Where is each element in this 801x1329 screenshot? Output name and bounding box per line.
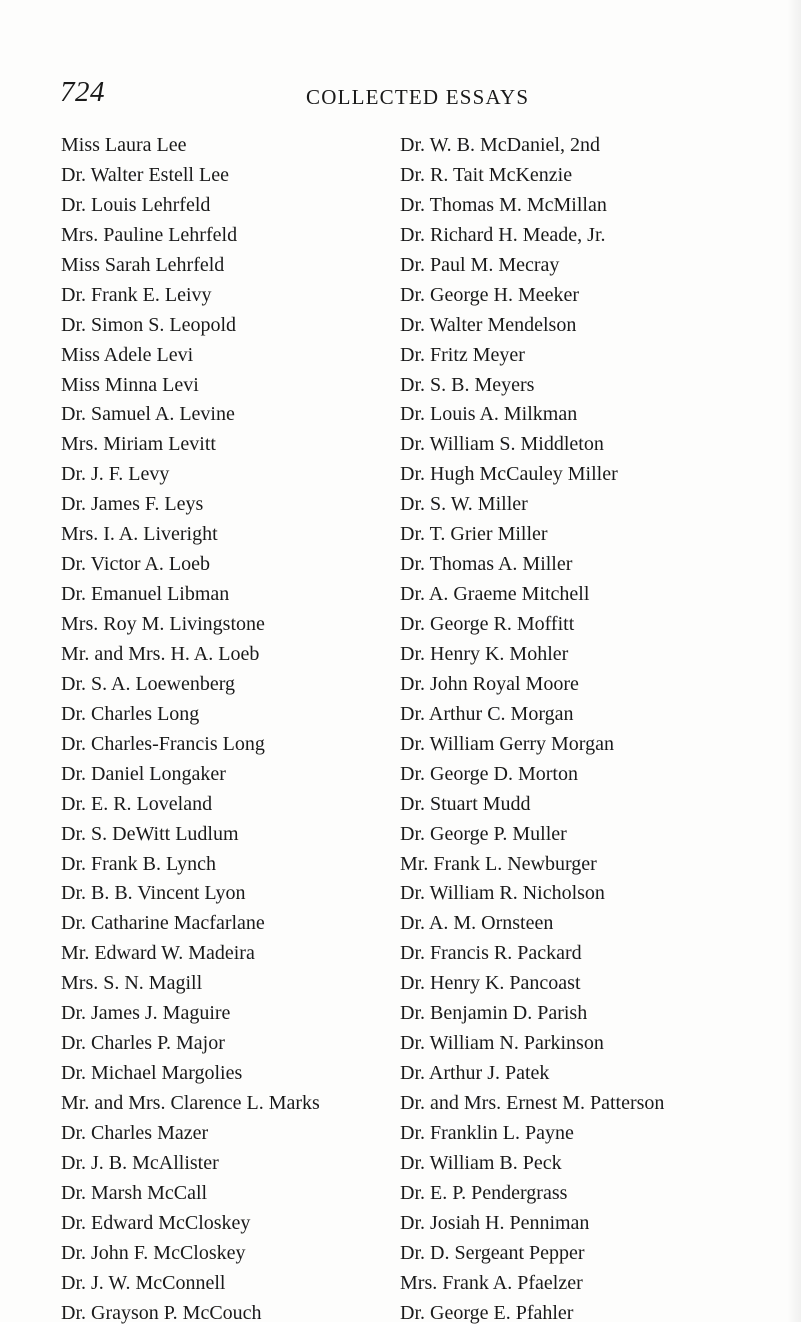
name-entry: Dr. George H. Meeker — [400, 283, 580, 306]
name-entry: Miss Laura Lee — [61, 134, 187, 156]
name-entry: Dr. George P. Muller — [400, 822, 567, 845]
name-entry: Dr. Louis A. Milkman — [400, 403, 578, 426]
name-entry: Dr. George D. Morton — [400, 762, 578, 785]
name-entry: Dr. J. F. Levy — [61, 463, 170, 486]
name-entry: Dr. Paul M. Mecray — [400, 253, 560, 276]
name-entry: Dr. D. Sergeant Pepper — [400, 1241, 585, 1264]
name-entry: Dr. Frank B. Lynch — [61, 852, 216, 875]
name-entry: Dr. James F. Leys — [61, 493, 204, 516]
running-head: COLLECTED ESSAYS — [306, 85, 530, 109]
name-entry: Dr. B. B. Vincent Lyon — [61, 882, 246, 905]
name-entry: Dr. S. A. Loewenberg — [61, 672, 236, 695]
name-entry: Dr. William N. Parkinson — [400, 1032, 604, 1055]
name-entry: Dr. Fritz Meyer — [400, 343, 525, 366]
name-entry: Mr. Edward W. Madeira — [61, 942, 255, 965]
name-entry: Dr. S. W. Miller — [400, 493, 528, 516]
name-entry: Dr. R. Tait McKenzie — [400, 163, 573, 186]
name-entry: Dr. A. Graeme Mitchell — [400, 583, 590, 606]
name-entry: Dr. Grayson P. McCouch — [61, 1301, 262, 1324]
name-entry: Dr. Michael Margolies — [61, 1062, 243, 1085]
name-entry: Dr. Samuel A. Levine — [61, 403, 235, 426]
name-entry: Dr. J. W. McConnell — [61, 1271, 226, 1294]
name-entry: Dr. Simon S. Leopold — [61, 313, 237, 336]
name-entry: Dr. John F. McCloskey — [61, 1241, 246, 1264]
name-entry: Miss Minna Levi — [61, 373, 199, 396]
name-entry: Dr. Louis Lehrfeld — [61, 193, 211, 216]
name-entry: Dr. E. P. Pendergrass — [400, 1181, 568, 1204]
page-number: 724 — [60, 76, 105, 108]
name-entry: Dr. S. B. Meyers — [400, 373, 535, 396]
name-entry: Dr. Francis R. Packard — [400, 942, 582, 965]
name-entry: Miss Adele Levi — [61, 343, 194, 366]
name-entry: Dr. Victor A. Loeb — [61, 553, 210, 576]
name-entry: Miss Sarah Lehrfeld — [61, 253, 225, 276]
name-entry: Dr. John Royal Moore — [400, 672, 579, 695]
name-entry: Dr. William S. Middleton — [400, 433, 604, 456]
name-entry: Dr. Walter Estell Lee — [61, 163, 229, 186]
name-entry: Dr. Henry K. Mohler — [400, 642, 569, 665]
name-entry: Dr. Daniel Longaker — [61, 762, 226, 785]
name-entry: Dr. Henry K. Pancoast — [400, 972, 581, 995]
name-entry: Dr. Frank E. Leivy — [61, 283, 212, 306]
name-entry: Mrs. Miriam Levitt — [61, 433, 216, 456]
name-entry: Dr. Thomas M. McMillan — [400, 193, 607, 216]
name-entry: Dr. W. B. McDaniel, 2nd — [400, 134, 600, 156]
page-header — [0, 76, 801, 116]
name-entry: Dr. Walter Mendelson — [400, 313, 577, 336]
name-entry: Dr. George R. Moffitt — [400, 613, 575, 635]
name-entry: Dr. William B. Peck — [400, 1151, 562, 1174]
name-list-left-column — [61, 131, 401, 1329]
name-entry: Dr. A. M. Ornsteen — [400, 912, 554, 935]
name-entry: Dr. Arthur J. Patek — [400, 1062, 550, 1085]
name-entry: Dr. Edward McCloskey — [61, 1211, 251, 1234]
name-entry: Dr. and Mrs. Ernest M. Patterson — [400, 1092, 665, 1114]
name-entry: Dr. Franklin L. Payne — [400, 1121, 574, 1144]
name-entry: Dr. J. B. McAllister — [61, 1151, 219, 1174]
name-entry: Dr. Josiah H. Penniman — [400, 1211, 590, 1234]
name-list-right-column — [400, 131, 795, 1329]
name-entry: Dr. S. DeWitt Ludlum — [61, 822, 239, 845]
name-entry: Dr. Thomas A. Miller — [400, 553, 573, 576]
name-entry: Mrs. I. A. Liveright — [61, 523, 218, 546]
name-entry: Dr. Benjamin D. Parish — [400, 1002, 588, 1025]
name-entry: Mrs. Pauline Lehrfeld — [61, 223, 238, 246]
name-entry: Dr. Emanuel Libman — [61, 583, 230, 606]
name-entry: Dr. Marsh McCall — [61, 1181, 208, 1204]
name-entry: Dr. Charles-Francis Long — [61, 732, 265, 755]
name-entry: Dr. James J. Maguire — [61, 1002, 231, 1025]
name-entry: Mrs. S. N. Magill — [61, 972, 203, 995]
name-entry: Dr. William R. Nicholson — [400, 882, 605, 905]
name-entry: Dr. T. Grier Miller — [400, 523, 548, 546]
name-entry: Mr. Frank L. Newburger — [400, 852, 597, 875]
name-entry: Dr. Charles P. Major — [61, 1032, 225, 1055]
name-entry: Dr. Stuart Mudd — [400, 792, 531, 815]
name-entry: Dr. Charles Mazer — [61, 1121, 209, 1144]
name-entry: Dr. George E. Pfahler — [400, 1301, 574, 1324]
name-entry: Dr. E. R. Loveland — [61, 792, 213, 815]
name-entry: Dr. Arthur C. Morgan — [400, 702, 574, 725]
name-entry: Mrs. Roy M. Livingstone — [61, 613, 265, 635]
name-entry: Dr. William Gerry Morgan — [400, 732, 614, 755]
name-entry: Dr. Charles Long — [61, 702, 200, 725]
name-entry: Dr. Catharine Macfarlane — [61, 912, 265, 935]
name-entry: Mrs. Frank A. Pfaelzer — [400, 1271, 583, 1294]
name-entry: Dr. Richard H. Meade, Jr. — [400, 223, 606, 246]
name-entry: Mr. and Mrs. H. A. Loeb — [61, 642, 260, 665]
name-entry: Dr. Hugh McCauley Miller — [400, 463, 618, 486]
name-entry: Mr. and Mrs. Clarence L. Marks — [61, 1092, 320, 1114]
